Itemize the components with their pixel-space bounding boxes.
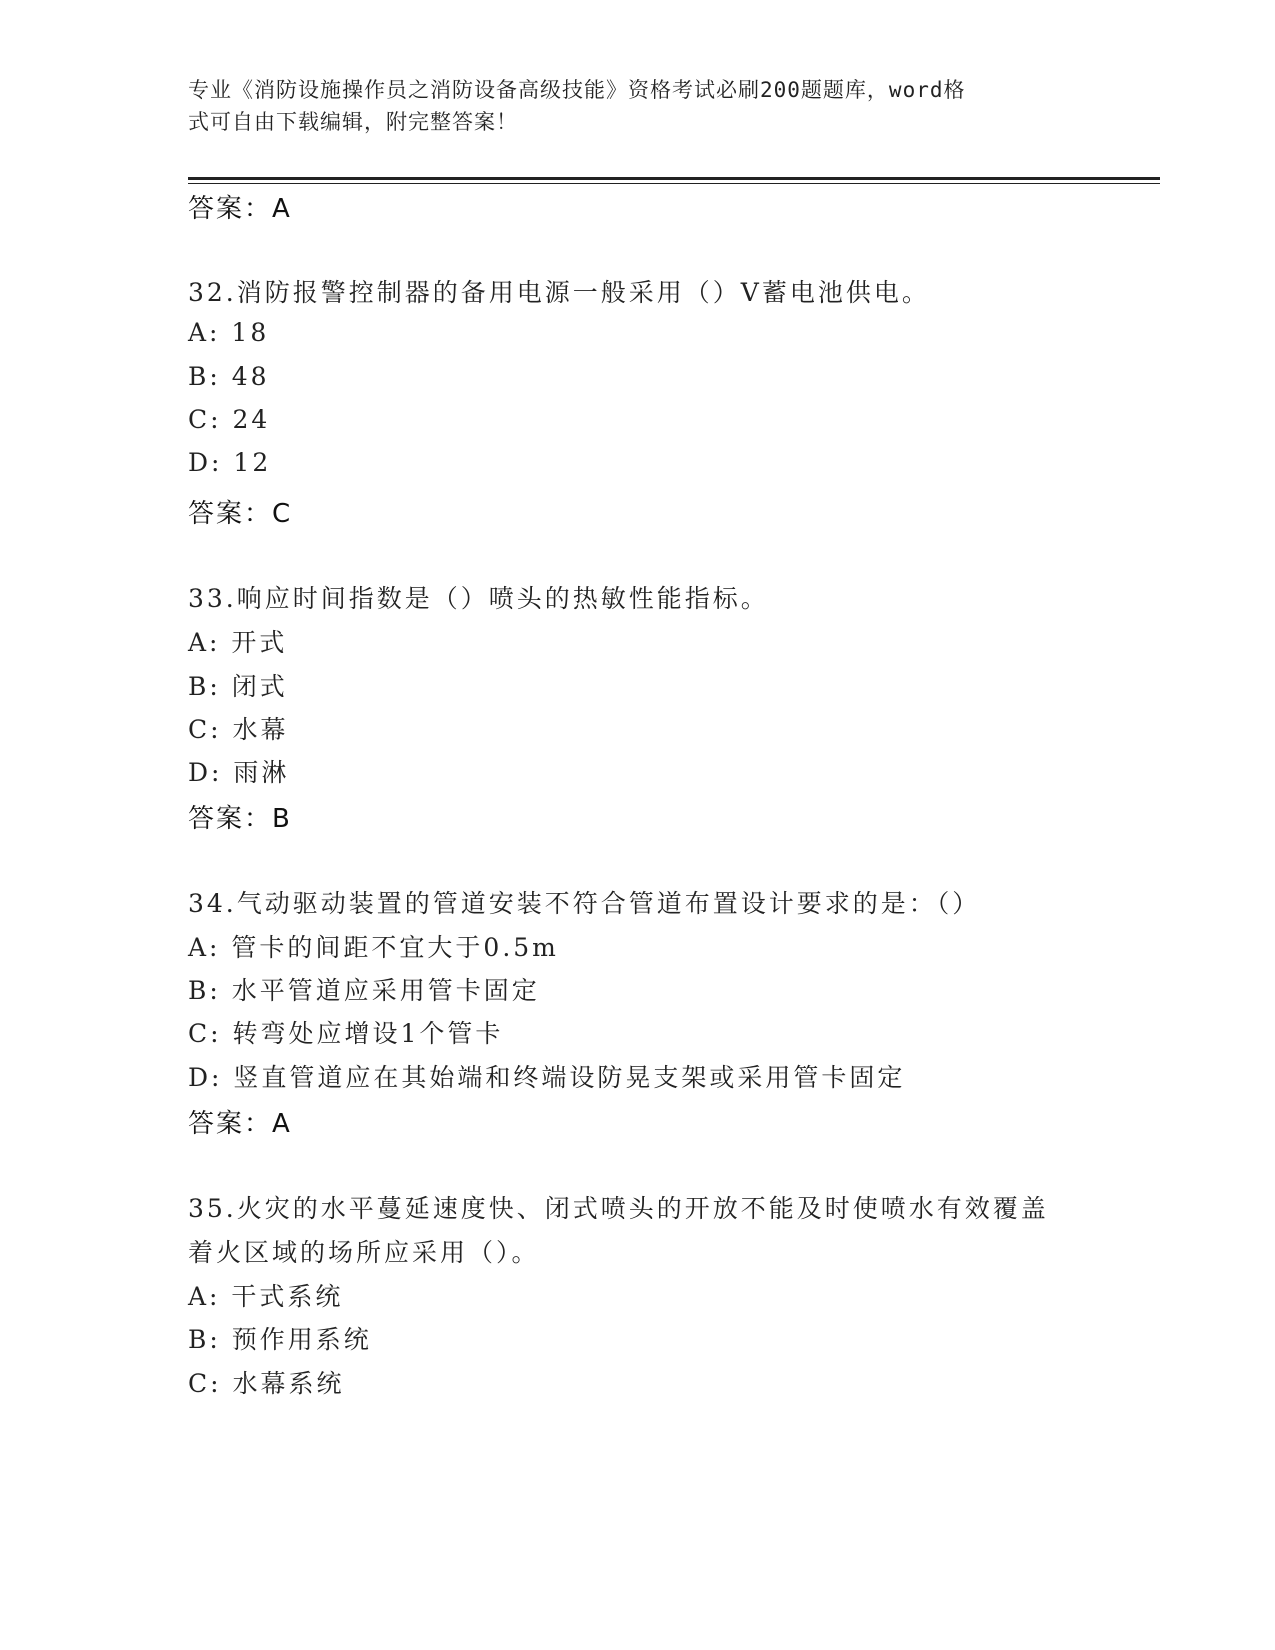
- question-32-option-b: B: 48: [188, 362, 270, 391]
- question-32-option-d: D: 12: [188, 448, 272, 477]
- answer-33: 答案：B: [188, 804, 292, 834]
- answer-31: 答案：A: [188, 194, 292, 224]
- question-32-option-c: C: 24: [188, 405, 271, 434]
- question-34-option-a: A: 管卡的间距不宜大于0.5m: [188, 933, 559, 962]
- answer-32: 答案：C: [188, 499, 293, 529]
- question-35-stem-line-1: 35.火灾的水平蔓延速度快、闭式喷头的开放不能及时使喷水有效覆盖: [188, 1194, 1049, 1223]
- question-35-option-b: B: 预作用系统: [188, 1325, 372, 1354]
- question-33-option-a: A: 开式: [188, 628, 288, 657]
- question-32-option-a: A: 18: [188, 318, 270, 347]
- question-35-stem-line-2: 着火区域的场所应采用（）。: [188, 1238, 540, 1267]
- question-35-option-c: C: 水幕系统: [188, 1369, 345, 1398]
- answer-34: 答案：A: [188, 1109, 292, 1139]
- header-line-2: 式可自由下载编辑，附完整答案！: [188, 110, 518, 134]
- question-34-option-b: B: 水平管道应采用管卡固定: [188, 976, 540, 1005]
- document-header: [188, 74, 1068, 138]
- header-divider-thin: [188, 183, 1160, 184]
- question-34-option-c: C: 转弯处应增设1个管卡: [188, 1019, 504, 1048]
- header-divider-thick: [188, 177, 1160, 180]
- question-33-stem: 33.响应时间指数是（）喷头的热敏性能指标。: [188, 584, 769, 613]
- question-34-option-d: D: 竖直管道应在其始端和终端设防晃支架或采用管卡固定: [188, 1063, 906, 1092]
- question-33-option-c: C: 水幕: [188, 715, 289, 744]
- question-32-stem: 32.消防报警控制器的备用电源一般采用（）V蓄电池供电。: [188, 278, 930, 307]
- question-33-option-d: D: 雨淋: [188, 758, 290, 787]
- question-34-stem: 34.气动驱动装置的管道安装不符合管道布置设计要求的是：（）: [188, 889, 981, 918]
- question-35-option-a: A: 干式系统: [188, 1282, 344, 1311]
- header-line-1: 专业《消防设施操作员之消防设备高级技能》资格考试必刷200题题库，word格: [188, 78, 966, 102]
- question-33-option-b: B: 闭式: [188, 672, 288, 701]
